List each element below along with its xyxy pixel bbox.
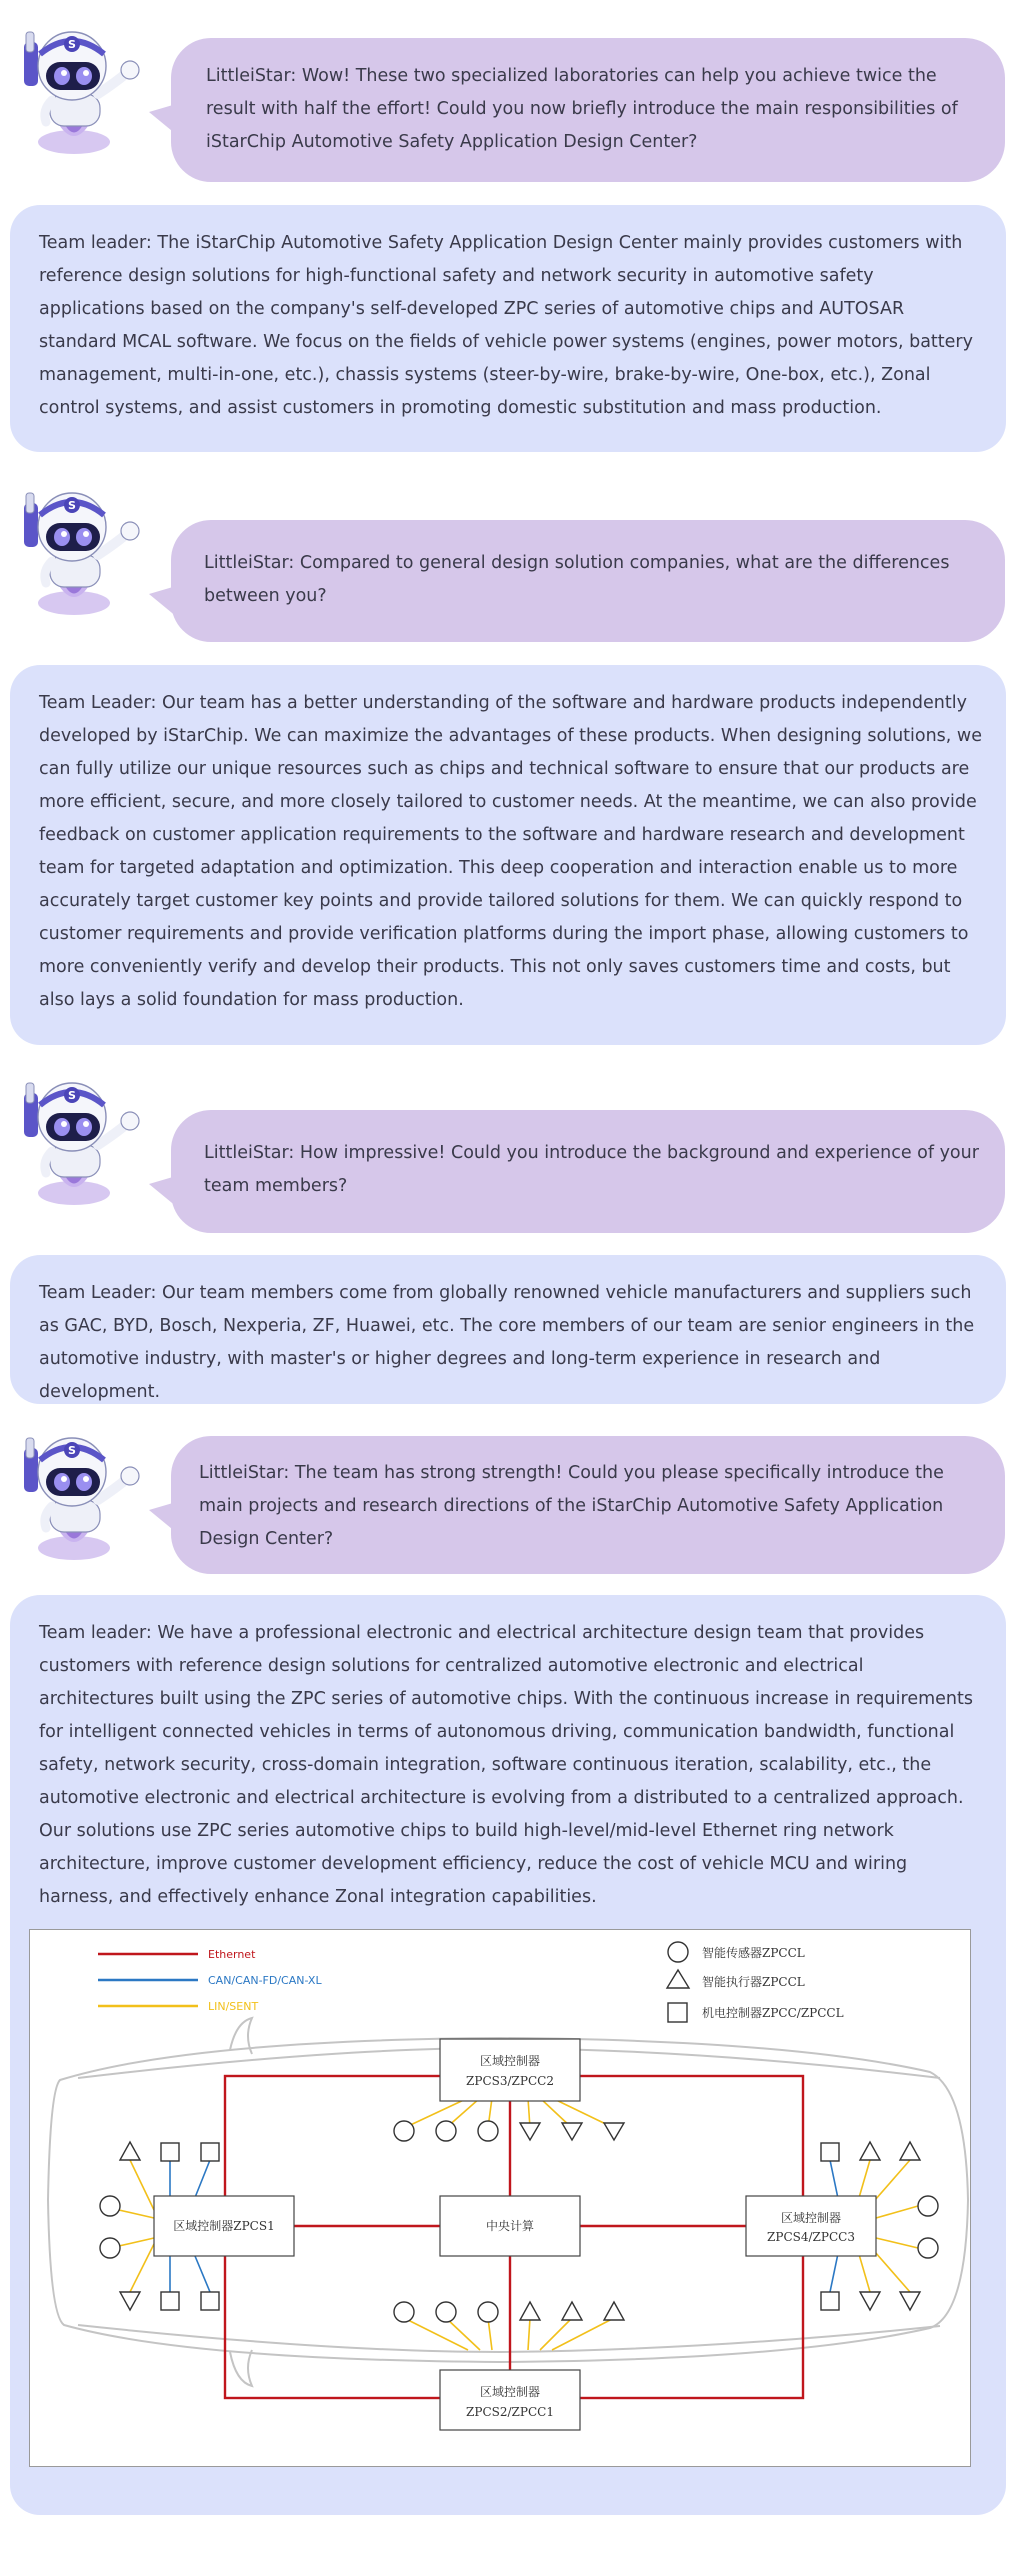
legend-can: CAN/CAN-FD/CAN-XL — [208, 1974, 322, 1987]
zone-controller-bottom — [440, 2370, 580, 2430]
answer-text: Team Leader: Our team members come from globally renowned vehicle manufacturers and suppliers such as GAC, BYD, Bosch, Nexperia, ZF, Huawei, etc. The core members of our team are senior engineers in the automotive industry, with master's or higher degrees and long-term experience in research and development. — [39, 1283, 975, 1402]
actuator-symbol-icon — [667, 1970, 689, 1988]
zone-controller-top — [440, 2039, 580, 2101]
central-compute-label: 中央计算 — [485, 2219, 535, 2233]
answer-card — [10, 1255, 1006, 1404]
question-bubble — [171, 1110, 1005, 1233]
question-bubble — [171, 520, 1005, 642]
question-text: LittleiStar: How impressive! Could you introduce the background and experience of your team members? — [204, 1143, 979, 1196]
question-text: LittleiStar: Compared to general design solution companies, what are the differences between you? — [204, 553, 950, 606]
answer-text: Team leader: The iStarChip Automotive Safety Application Design Center mainly provides customers with reference design solutions for high-functional safety and network security in automotive safety applications based on the company's self-developed ZPC series of automotive chips and AUTOSAR standard MCAL software. We focus on the fields of vehicle power systems (engines, power motors, battery management, multi-in-one, etc.), chassis systems (steer-by-wire, brake-by-wire, One-box, etc.), Zonal control systems, and assist customers in promoting domestic substitution and mass production. — [39, 233, 973, 418]
zone-top-name: 区域控制器 — [479, 2054, 541, 2068]
robot-mascot-icon — [12, 1075, 152, 1210]
question-text: LittleiStar: Wow! These two specialized laboratories can help you achieve twice the result with half the effort! Could you now briefly introduce the main responsibilities of iStarChip Automotive Safety Application Design Center? — [206, 66, 958, 152]
legend-ethernet: Ethernet — [208, 1948, 256, 1961]
zone-bottom-chip: ZPCS2/ZPCC1 — [466, 2405, 554, 2419]
zone-bottom-name: 区域控制器 — [479, 2385, 541, 2399]
symbol-legend — [667, 1942, 844, 2022]
robot-mascot-icon — [12, 485, 152, 620]
answer-text: Team Leader: Our team has a better understanding of the software and hardware products independently developed by iStarChip. We can maximize the advantages of these products. When designing solutions, we can fully utilize our unique resources such as chips and technical software to ensure that our products are more efficient, secure, and more closely tailored to customer needs. At the meantime, we can also provide feedback on customer application requirements to the software and hardware research and development team for targeted adaptation and optimization. This deep cooperation and interaction enable us to more accurately target customer key points and provide tailored solutions for them. We can quickly respond to customer requirements and provide verification platforms during the import phase, allowing customers to more conveniently verify and develop their products. This not only saves customers time and costs, but also lays a solid foundation for mass production. — [39, 693, 983, 1010]
sensor-symbol-icon — [668, 1942, 688, 1962]
question-bubble — [171, 38, 1005, 182]
line-legend — [98, 1948, 322, 2013]
zone-right-chip: ZPCS4/ZPCC3 — [767, 2230, 855, 2244]
zone-right-name: 区域控制器 — [780, 2211, 842, 2225]
robot-mascot-icon — [12, 1430, 152, 1565]
answer-text: Team leader: We have a professional electronic and electrical architecture design team that provides customers with reference design solutions for centralized automotive electronic and electrical architectures built using the ZPC series of automotive chips. With the continuous increase in requirements for intelligent connected vehicles in terms of autonomous driving, communication bandwidth, functional safety, network security, cross-domain integration, software continuous iteration, scalability, etc., the automotive electronic and electrical architecture is evolving from a distributed to a centralized approach. Our solutions use ZPC series automotive chips to build high-level/mid-level Ethernet ring network architecture, improve customer development efficiency, reduce the cost of vehicle MCU and wiring harness, and effectively enhance Zonal integration capabilities. — [39, 1623, 973, 1907]
legend-lin: LIN/SENT — [208, 2000, 259, 2013]
legend-sensor: 智能传感器ZPCCL — [702, 1946, 805, 1960]
controller-symbol-icon — [668, 2003, 687, 2022]
ee-architecture-diagram — [29, 1929, 971, 2467]
zone-top-chip: ZPCS3/ZPCC2 — [466, 2074, 554, 2088]
question-bubble — [171, 1436, 1005, 1574]
answer-card — [10, 205, 1006, 452]
legend-actuator: 智能执行器ZPCCL — [702, 1975, 805, 1989]
zone-controller-right — [746, 2196, 876, 2256]
answer-card — [10, 665, 1006, 1045]
zone-left-label: 区域控制器ZPCS1 — [173, 2219, 275, 2233]
question-text: LittleiStar: The team has strong strength! Could you please specifically introduce the main projects and research directions of the iStarChip Automotive Safety Application Design Center? — [199, 1463, 944, 1549]
legend-controller: 机电控制器ZPCC/ZPCCL — [702, 2006, 844, 2020]
robot-mascot-icon — [12, 24, 152, 159]
